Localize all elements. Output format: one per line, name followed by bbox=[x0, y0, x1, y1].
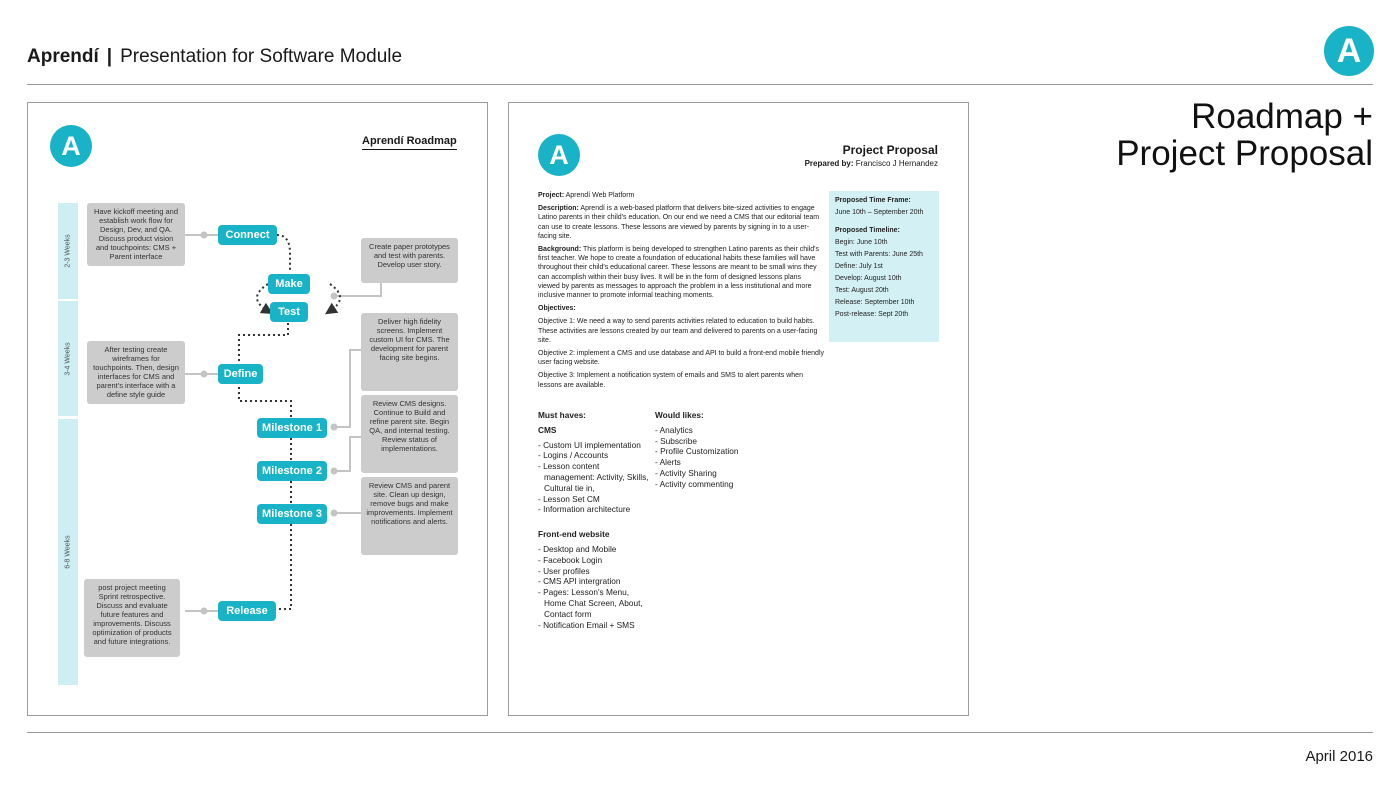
project-value: Aprendí Web Platform bbox=[565, 192, 635, 199]
page-title-line2: Project Proposal bbox=[1116, 134, 1373, 173]
must-haves-label: Must haves: bbox=[538, 410, 586, 420]
timeframe-value: June 10th – September 20th bbox=[835, 209, 924, 216]
background-paragraph bbox=[538, 245, 824, 300]
timeframe-box bbox=[829, 191, 939, 342]
phase-band-label: 2-3 Weeks bbox=[64, 234, 72, 268]
would-likes-column bbox=[655, 410, 775, 490]
note-define: After testing create wireframes for touchpoints. Then, design interfaces for CMS and parent's interface with a define style guide bbox=[87, 341, 185, 404]
timeline-item: Release: September 10th bbox=[835, 299, 915, 306]
background-text: This platform is being developed to strengthen Latino parents as their child's first teacher. We hope to create a foundation of educational habits these families will have throughout their child's educational career. These lessons are meant to be small wins they can accomplish within their busy lives. It will be in the form of designed lessons plans viewed by parents as messages to approach the problem in a less institutional and more inclusive manner to promote informal teaching moments. bbox=[538, 246, 819, 300]
list-item: - Information architecture bbox=[538, 504, 631, 515]
objectives-label: Objectives: bbox=[538, 305, 576, 313]
objective-item: Objective 2: implement a CMS and use database and API to build a front-end mobile friendly user facing website. bbox=[538, 350, 824, 367]
list-item: - Alerts bbox=[655, 457, 681, 468]
list-item: - Pages: Lesson's Menu, Home Chat Screen, About, Contact form bbox=[538, 587, 643, 619]
list-item: - Notification Email + SMS bbox=[538, 619, 635, 630]
logo-letter: A bbox=[1336, 32, 1362, 70]
list-item: - Lesson Set CM bbox=[538, 493, 600, 504]
proposal-body bbox=[538, 191, 824, 394]
step-connect: Connect bbox=[218, 225, 277, 245]
cms-label: CMS bbox=[538, 424, 557, 435]
timeline-label: Proposed Timeline: bbox=[835, 227, 900, 234]
prepared-by-name: Francisco J Hernandez bbox=[855, 159, 938, 168]
step-define: Define bbox=[218, 364, 263, 384]
description-label: Description: bbox=[538, 205, 579, 213]
would-likes-label: Would likes: bbox=[655, 410, 704, 420]
phase-band-label: 3-4 Weeks bbox=[64, 341, 72, 376]
timeline-item: Begin: June 10th bbox=[835, 239, 888, 246]
description-paragraph bbox=[538, 204, 824, 241]
description-text: Aprendí is a web-based platform that delivers bite-sized activities to engage Latino parents in their child's education. On our end we need a CMS that our editorial team can use to create lessons. These lessons are viewed by parents by signing in to a user-facing site. bbox=[538, 205, 820, 240]
header-title bbox=[27, 46, 402, 68]
title-separator: | bbox=[106, 46, 113, 67]
timeframe-label: Proposed Time Frame: bbox=[835, 197, 911, 204]
bottom-divider bbox=[27, 732, 1373, 733]
objective-item: Objective 1: We need a way to send parents activities related to education to build habits. These activities are lessons created by our team and delivered to parents on a user-facing site. bbox=[538, 318, 818, 344]
note-release: post project meeting Sprint retrospective. Discuss and evaluate future features and improvements. Discuss optimization of products and future integrations. bbox=[84, 579, 180, 657]
proposal-title: Project Proposal bbox=[842, 143, 938, 157]
must-haves-column bbox=[538, 410, 650, 630]
list-item: - User profiles bbox=[538, 565, 590, 576]
step-make: Make bbox=[268, 274, 310, 294]
page-title bbox=[1116, 98, 1373, 172]
list-item: - Logins / Accounts bbox=[538, 450, 609, 461]
prepared-by bbox=[805, 159, 938, 168]
timeline-item: Develop: August 10th bbox=[835, 275, 902, 282]
list-item: - Activity Sharing bbox=[655, 467, 717, 478]
step-milestone-1: Milestone 1 bbox=[257, 418, 327, 438]
note-milestone-2: Review CMS designs. Continue to Build and refine parent site. Begin QA, and internal testing. Review status of implementations. bbox=[361, 395, 458, 473]
objectives-heading bbox=[538, 304, 824, 313]
frontend-label: Front-end website bbox=[538, 529, 610, 540]
step-milestone-2: Milestone 2 bbox=[257, 461, 327, 481]
list-item: - Analytics bbox=[655, 424, 693, 435]
aprendi-logo bbox=[1324, 26, 1374, 76]
note-milestone-1: Deliver high fidelity screens. Implement custom UI for CMS. The development for parent facing site begins. bbox=[361, 313, 458, 391]
proposal-logo bbox=[538, 134, 580, 176]
list-item: - Subscribe bbox=[655, 435, 697, 446]
phase-band-label: 6-8 Weeks bbox=[64, 535, 72, 569]
list-item: - Custom UI implementation bbox=[538, 439, 641, 450]
note-milestone-3: Review CMS and parent site. Clean up design, remove bugs and make improvements. Implement notifications and alerts. bbox=[361, 477, 458, 555]
project-line bbox=[538, 191, 824, 200]
note-make-test: Create paper prototypes and test with parents. Develop user story. bbox=[361, 238, 458, 283]
objective-item: Objective 3: Implement a notification system of emails and SMS to alert parents when lessons are available. bbox=[538, 372, 803, 389]
brand-name: Aprendí bbox=[27, 46, 99, 67]
timeline-item: Define: July 1st bbox=[835, 263, 883, 270]
top-divider bbox=[27, 84, 1373, 85]
timeline-item: Test: August 20th bbox=[835, 287, 889, 294]
project-label: Project: bbox=[538, 192, 565, 199]
background-label: Background: bbox=[538, 246, 582, 254]
prepared-by-label: Prepared by: bbox=[804, 159, 854, 168]
roadmap-title: Aprendí Roadmap bbox=[362, 135, 457, 150]
proposal-panel bbox=[508, 102, 969, 716]
list-item: - Facebook Login bbox=[538, 554, 603, 565]
list-item: - Profile Customization bbox=[655, 446, 739, 457]
timeline-item: Post-release: Sept 20th bbox=[835, 311, 909, 318]
proposal-heading bbox=[805, 143, 938, 168]
presentation-date: April 2016 bbox=[1305, 748, 1373, 765]
roadmap-panel bbox=[27, 102, 488, 716]
note-connect: Have kickoff meeting and establish work flow for Design, Dev, and QA. Discuss product vision and touchpoints: CMS + Parent interface bbox=[87, 203, 185, 266]
step-release: Release bbox=[218, 601, 276, 621]
list-item: - CMS API intergration bbox=[538, 576, 621, 587]
header-subtitle: Presentation for Software Module bbox=[120, 46, 403, 67]
list-item: - Lesson content management: Activity, Skills, Cultural tie in, bbox=[538, 461, 649, 493]
list-item: - Desktop and Mobile bbox=[538, 543, 617, 554]
step-milestone-3: Milestone 3 bbox=[257, 504, 327, 524]
page-title-line1: Roadmap + bbox=[1191, 97, 1373, 136]
logo-letter: A bbox=[549, 140, 569, 170]
list-item: - Activity commenting bbox=[655, 478, 734, 489]
timeline-item: Test with Parents: June 25th bbox=[835, 251, 923, 258]
step-test: Test bbox=[270, 302, 308, 322]
logo-letter: A bbox=[61, 131, 81, 161]
